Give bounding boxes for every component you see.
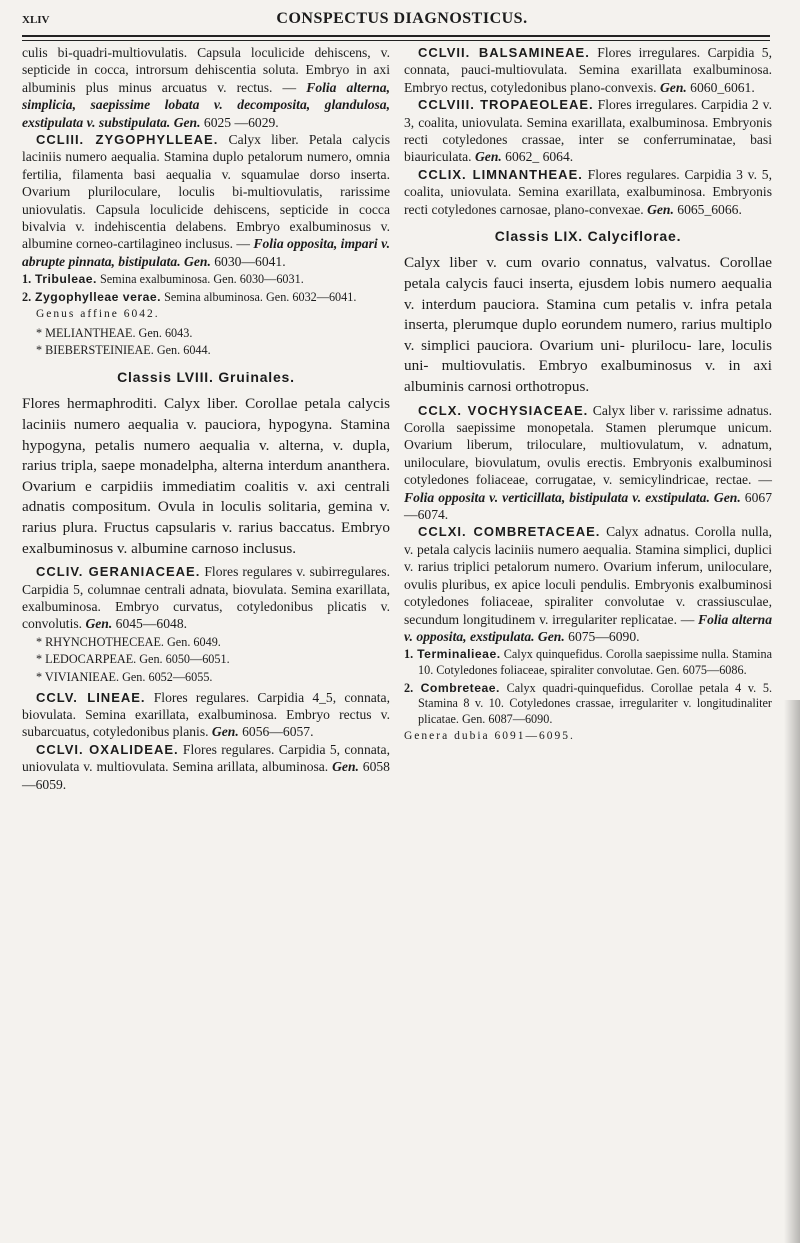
appended-group: * RHYNCHOTHECEAE. Gen. 6049. — [36, 634, 221, 649]
left-column — [22, 44, 390, 793]
order-cclvi: CCLVI. OXALIDEAE. Flores regulares. Carpidia 5, connata, uniovulata v. multiovulata. Semina arillata, albuminosa. Gen. 6058—6059. — [22, 741, 390, 792]
order-ccliii: CCLIII. ZYGOPHYLLEAE. Calyx liber. Petala calycis laciniis numero aequalia. Stamina duplo petalorum numero, omnia fertilia, filamenta basi aequalia v. squamulae dorso inserta. Ovarium pluriloculare, loculis bi-multiovulatis, rarissime uniovulatis. Capsula loculicide dehiscens, septicide in cocca bivalvia v. indehiscentia delabens. Embryo exalbuminosus v. albumine corneo-cartilagineo inclusus. — Folia opposita, impari v. abrupte pinnata, bistipulata. Gen. 6030—6041. — [22, 132, 391, 269]
order-cclx: CCLX. VOCHYSIACEAE. Calyx liber v. rarissime adnatus. Corolla saepissime monopetala. Stamen plerumque unicum. Ovarium liberum, triloculare, multiovulatum, v. adnatum, uniloculare, biovulatum, ovulis erectis. Embryonis exalbuminosi cotyledones foliaceae, corrugatae, v. semicylindricae, rectae. — Folia opposita v. verticillata, bistipulata v. exstipulata. Gen. 6067—6074. — [404, 402, 772, 523]
page-header — [22, 8, 782, 30]
class-description-gruinales: Flores hermaphroditi. Calyx liber. Corollae petala calycis laciniis numero aequalia v. pauciora, hypogyna. Stamina hypogyna, petalis numero aequalia v. alterna, v. dupla, rarius tripla, saepe monadelpha, alterna interdum ananthera. Ovarium e carpidiis immediatim coalitis v. axi centrali adnatis compositum. Ovula in loculis solitaria, gemina v. rarius plura. Fructus capsularis v. rarius baccatus. Embryo exalbuminosus v. albumine carnoso inclusus. — [22, 395, 390, 557]
suborder-terminalieae: 1. Terminalieae. Calyx quinquefidus. Corolla saepissime nulla. Stamina 10. Cotyledones foliaceae, spiraliter convolutae. Gen. 6075—6086. — [404, 647, 772, 677]
order-heading: CCLIII. ZYGOPHYLLEAE. — [36, 132, 219, 148]
appended-group: * VIVIANIEAE. Gen. 6052—6055. — [36, 670, 213, 685]
order-heading: CCLX. VOCHYSIACEAE. — [418, 402, 589, 418]
appended-group: * BIEBERSTEINIEAE. Gen. 6044. — [36, 343, 211, 358]
order-heading: CCLVII. BALSAMINEAE. — [418, 45, 590, 60]
order-heading: CCLIV. GERANIACEAE. — [36, 564, 201, 580]
class-description-calyciflorae: Calyx liber v. cum ovario connatus, valvatus. Corollae petala calycis fauci inserta, ejusdem lobis numero aequalia v. interdum pauciora. Stamina cum petalis v. infra petala inserta, plerumque duplo eorundem numero, rarius multiplo v. simplici pauciora. Ovarium uni- plurilocu- lare, loculis uni- multiovulatis. Embryo exalbuminosus v. in axi albuminis carnosi orthotropus. — [404, 254, 772, 396]
order-cclix: CCLIX. LIMNANTHEAE. Flores regulares. Carpidia 3 v. 5, coalita, uniovulata. Semina exarillata, exalbuminosa. Embryonis recti cotyledones carnosae, plano-convexae. Gen. 6065_6066. — [404, 166, 772, 217]
order-heading: CCLV. LINEAE. — [36, 689, 146, 705]
order-heading: CCLXI. COMBRETACEAE. — [418, 524, 601, 540]
order-cclxi: CCLXI. COMBRETACEAE. Calyx adnatus. Corolla nulla, v. petala calycis laciniis numero aequalia. Stamina simplici, duplici v. rarius triplici petalorum numero. Ovarium inferum, uniloculare, ovulis pluribus, ex apice loculi pendulis. Embryonis exalbuminosi cotyledones foliaceae, spiraliter convolutae v. crassiusculae, secundum longitudinem v. irregulariter replicatae. — Folia alterna v. opposita, exstipulata. Gen. 6075—6090. — [404, 524, 772, 644]
order-heading: CCLIX. LIMNANTHEAE. — [418, 166, 583, 182]
header-rule — [22, 35, 770, 41]
page-edge-shadow — [784, 700, 800, 1243]
page-number: XLIV — [22, 14, 50, 26]
right-column — [404, 44, 772, 746]
class-heading-lviii: Classis LVIII. Gruinales. — [117, 369, 295, 386]
suborder-combreteae: 2. Combreteae. Calyx quadri-quinquefidus. Corollae petala 4 v. 5. Stamina 8 v. 10. Cotyledones crassae, irregulariter v. longitudinaliter plicatae. Gen. 6087—6090. — [404, 680, 773, 726]
suborder-tribuleae: 1. Tribuleae. Semina exalbuminosa. Gen. 6030—6031. — [22, 272, 304, 287]
order-heading: CCLVI. OXALIDEAE. — [36, 741, 179, 757]
appended-group: * MELIANTHEAE. Gen. 6043. — [36, 325, 193, 340]
order-cclv: CCLV. LINEAE. Flores regulares. Carpidia 4_5, connata, biovulata. Semina exarillata, exalbuminosa. Embryo rectus v. subarcuatus, cotyledonibus planis. Gen. 6056—6057. — [22, 689, 390, 740]
appended-group: * LEDOCARPEAE. Gen. 6050—6051. — [36, 652, 230, 667]
genus-affine: Genus affine 6042. — [36, 308, 160, 321]
order-cclviii: CCLVIII. TROPAEOLEAE. Flores irregulares. Carpidia 2 v. 3, coalita, uniovulata. Semina exarillata, exalbuminosa. Embryonis recti cotyledones crassae, inter se conferruminatae, basi biauriculata. Gen. 6062_ 6064. — [404, 97, 772, 165]
running-title: CONSPECTUS DIAGNOSTICUS. — [276, 10, 528, 27]
continued-paragraph: culis bi-quadri-multiovulatis. Capsula loculicide dehiscens, v. septicide in cocca, introrsum dehiscentia soluta. Embryo in axi albuminis plus minus arcuatus v. rectus. — Folia alterna, simplicia, saepissime lobata v. decomposita, glandulosa, exstipulata v. substipulata. Gen. 6025 —6029. — [22, 45, 390, 130]
order-cclvii: CCLVII. BALSAMINEAE. Flores irregulares. Carpidia 5, connata, pauci-multiovulata. Semina exarillata exalbuminosa. Embryo rectus, cotyledonibus plano-convexis. Gen. 6060_6061. — [404, 45, 772, 95]
class-heading-lix: Classis LIX. Calyciflorae. — [494, 228, 682, 245]
genera-dubia: Genera dubia 6091—6095. — [404, 730, 575, 743]
suborder-zygophylleae-verae: 2. Zygophylleae verae. Semina albuminosa. Gen. 6032—6041. — [22, 289, 357, 304]
order-ccliv: CCLIV. GERANIACEAE. Flores regulares v. subirregulares. Carpidia 5, columnae centrali adnata, biovulata. Semina exarillata, exalbuminosa. Embryo curvatus, cotyledonibus plicatis v. convolutis. Gen. 6045—6048. — [22, 564, 390, 632]
order-heading: CCLVIII. TROPAEOLEAE. — [418, 97, 594, 113]
